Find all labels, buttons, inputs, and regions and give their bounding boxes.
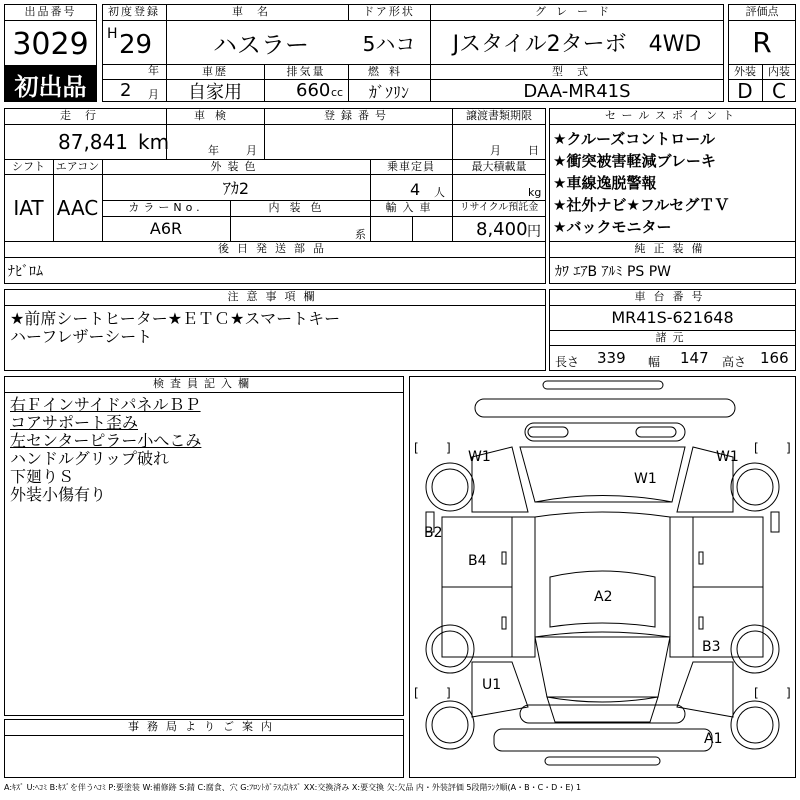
- inspector-line: ハンドルグリップ破れ: [10, 449, 170, 468]
- width-label: 幅: [648, 355, 661, 369]
- grade: Jスタイル2ターボ 4WD: [452, 31, 702, 57]
- first-reg-year: 29: [119, 30, 153, 60]
- height-label: 高さ: [722, 355, 747, 369]
- inspector-line: 外装小傷有り: [10, 485, 107, 504]
- recycle-label: リサイクル預託金: [459, 202, 539, 213]
- max-load-label: 最大積載量: [471, 160, 527, 173]
- svg-text:]: ]: [446, 441, 451, 455]
- later-parts-label: 後日発送部品: [218, 242, 332, 255]
- notes-label: 注意事項欄: [227, 290, 323, 303]
- sales-point-list: [553, 128, 729, 238]
- chassis-label: 車台番号: [634, 290, 711, 303]
- car-name: ハスラー: [213, 30, 309, 59]
- svg-text:[: [: [754, 686, 759, 700]
- door-label: ドア形状: [363, 5, 415, 18]
- first-reg-month: 2: [120, 80, 132, 101]
- month-unit: 月: [148, 88, 159, 101]
- max-load-unit: kg: [528, 186, 542, 199]
- inspection-month-unit: 月: [246, 144, 257, 157]
- length: 339: [597, 349, 626, 367]
- mark-w1-left: W1: [468, 449, 491, 465]
- inspector-line: 右ＦインサイドパネルＢＰ: [10, 395, 201, 414]
- interior-label: 内装: [768, 65, 790, 78]
- ac-label: エアコン: [55, 160, 100, 173]
- transfer-label: 譲渡書類期限: [466, 109, 532, 122]
- standard-equipment-label: 純正装備: [634, 242, 711, 255]
- mileage-unit: km: [138, 130, 170, 154]
- era-mark: H: [107, 26, 118, 42]
- interior-grade: C: [772, 79, 786, 103]
- svg-text:[: [: [414, 441, 419, 455]
- fuel-label: 燃料: [368, 65, 410, 78]
- notes-line: ★前席シートヒーター★ＥＴＣ★スマートキー: [10, 309, 341, 328]
- history: 自家用: [188, 82, 242, 103]
- mark-a2: A2: [594, 589, 613, 605]
- notes-line: ハーフレザーシート: [10, 327, 153, 346]
- color-no: A6R: [149, 219, 183, 238]
- inspector-label: 検査員記入欄: [153, 377, 255, 390]
- ext-color: ｱｶ2: [222, 178, 250, 198]
- capacity-unit: 人: [434, 186, 445, 199]
- rating: R: [752, 25, 772, 59]
- svg-text:[: [: [414, 686, 419, 700]
- history-label: 車歴: [202, 65, 228, 78]
- displacement: 660: [296, 80, 331, 101]
- transfer-month-unit: 月: [490, 144, 501, 157]
- inspector-line: 左センターピラー小へこみ: [10, 431, 202, 450]
- first-listing-badge: 初出品: [4, 66, 97, 102]
- notes-text: [10, 310, 340, 346]
- plate-label: 登録番号: [324, 109, 392, 122]
- mark-a1: A1: [704, 731, 723, 747]
- legend: A:ｷｽﾞ U:ﾍｺﾐ B:ｷｽﾞを伴うﾍｺﾐ P:要塗装 W:補修跡 S:錆 C:腐食、穴 G:ﾌﾛﾝﾄｶﾞﾗｽ点ｷｽﾞ XX:交換済み X:要交換 欠:欠品 内・外装評価 5段階ﾗﾝｸ順(A・B・C・D・E) 1: [4, 783, 582, 792]
- sales-point-item: ★車線逸脱警報: [553, 174, 657, 192]
- mileage: 87,841: [58, 130, 128, 154]
- svg-text:[: [: [754, 441, 759, 455]
- inspection-label: 車検: [194, 109, 236, 122]
- svg-text:]: ]: [786, 686, 791, 700]
- sales-point-item: ★クルーズコントロール: [553, 130, 715, 148]
- height: 166: [760, 349, 789, 367]
- displacement-label: 排気量: [286, 65, 326, 78]
- exterior-grade: D: [737, 79, 753, 103]
- sales-point-item: ★社外ナビ★フルセグＴＶ: [553, 196, 730, 214]
- int-color-unit: 系: [355, 228, 366, 241]
- mileage-label: 走行: [60, 109, 110, 122]
- int-color-label: 内装色: [268, 201, 332, 214]
- fuel: ｶﾞｿﾘﾝ: [368, 82, 409, 102]
- rating-label: 評価点: [745, 5, 779, 18]
- chassis-number: MR41S-621648: [611, 308, 734, 327]
- mark-u1: U1: [482, 677, 502, 693]
- dims-label: 諸元: [655, 331, 690, 344]
- inspector-notes: [10, 396, 201, 504]
- recycle-unit: 円: [527, 224, 541, 240]
- mark-w1-right: W1: [716, 449, 739, 465]
- year-unit: 年: [148, 64, 159, 77]
- svg-text:]: ]: [786, 441, 791, 455]
- model-label: 型式: [552, 65, 602, 78]
- lot-number-label: 出品番号: [24, 5, 77, 18]
- mark-b2: B2: [424, 525, 443, 541]
- inspection-year-unit: 年: [208, 144, 219, 157]
- grade-label: グレード: [535, 5, 619, 18]
- damage-diagram: [409, 376, 796, 778]
- inspector-line: コアサポート歪み: [10, 413, 139, 432]
- door-type: 5ハコ: [362, 31, 416, 56]
- shift: IAT: [13, 195, 44, 220]
- exterior-label: 外装: [734, 65, 756, 78]
- sales-point-item: ★バックモニター: [553, 218, 672, 236]
- mark-b4: B4: [468, 553, 487, 569]
- shift-label: シフト: [12, 160, 45, 173]
- sales-point-item: ★衝突被害軽減ブレーキ: [553, 152, 716, 170]
- capacity-label: 乗車定員: [387, 160, 435, 173]
- sales-points-label: セールスポイント: [604, 109, 740, 122]
- ext-color-label: 外装色: [210, 160, 262, 173]
- model: DAA-MR41S: [523, 80, 631, 102]
- mark-w1-roof: W1: [634, 471, 657, 487]
- width: 147: [680, 349, 709, 367]
- ac: AAC: [56, 195, 99, 220]
- displacement-unit: cc: [331, 86, 344, 99]
- standard-equipment: ｶﾜ ｴｱB ｱﾙﾐ PS PW: [555, 264, 672, 280]
- inspector-line: 下廻りＳ: [10, 467, 75, 486]
- capacity: 4: [410, 180, 421, 199]
- first-reg-label: 初度登録: [108, 5, 160, 18]
- transfer-day-unit: 日: [528, 144, 539, 157]
- lot-number: 3029: [12, 26, 89, 62]
- later-parts: ﾅﾋﾞﾛﾑ: [8, 264, 43, 280]
- color-no-label: カラーNo.: [128, 201, 204, 214]
- mark-b3: B3: [702, 639, 721, 655]
- office-label: 事務局よりご案内: [128, 720, 280, 733]
- svg-text:]: ]: [446, 686, 451, 700]
- import-label: 輸入車: [385, 201, 437, 214]
- length-label: 長さ: [555, 355, 580, 369]
- car-name-label: 車名: [232, 5, 282, 18]
- recycle: 8,400: [476, 219, 528, 240]
